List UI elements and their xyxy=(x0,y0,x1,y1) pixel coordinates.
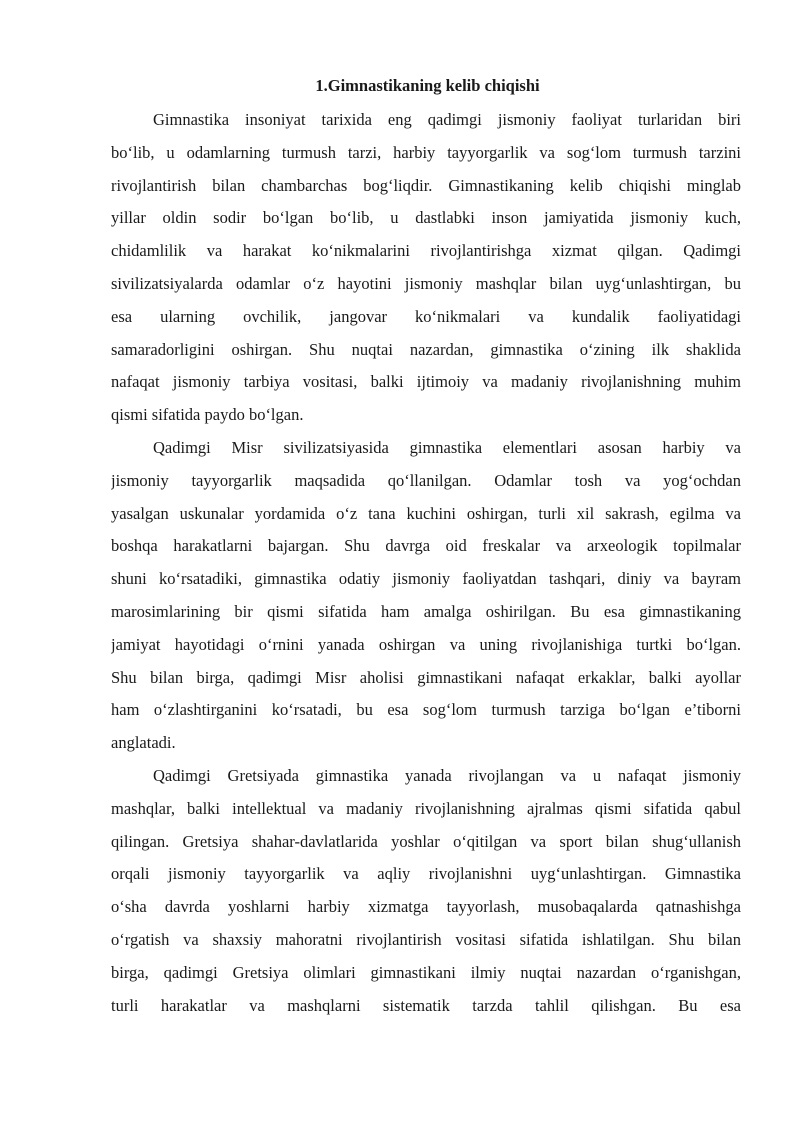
text-line: boshqa harakatlarni bajargan. Shu davrga oid freskalar va arxeologik topilmalar xyxy=(111,536,741,556)
text-line: mashqlar, balki intellektual va madaniy rivojlanishning ajralmas qismi sifatida qabul xyxy=(111,798,741,818)
text-line: bo‘lib, u odamlarning turmush tarzi, harbiy tayyorgarlik va sog‘lom turmush tarzini xyxy=(111,142,741,162)
text-line: turli harakatlar va mashqlarni sistematik tarzda tahlil qilishgan. Bu esa xyxy=(111,995,741,1015)
text-line: o‘sha davrda yoshlarni harbiy xizmatga tayyorlash, musobaqalarda qatnashishga xyxy=(111,897,741,917)
page-title: 1.Gimnastikaning kelib chiqishi xyxy=(315,76,540,95)
text-line: esa ularning ovchilik, jangovar ko‘nikmalari va kundalik faoliyatidagi xyxy=(111,306,741,326)
text-line: sivilizatsiyalarda odamlar o‘z hayotini jismoniy mashqlar bilan uyg‘unlashtirgan, bu xyxy=(111,273,741,293)
text-line: anglatadi. xyxy=(111,733,176,753)
text-line: Gimnastika insoniyat tarixida eng qadimgi jismoniy faoliyat turlaridan biri xyxy=(153,110,741,129)
text-line: samaradorligini oshirgan. Shu nuqtai nazardan, gimnastika o‘zining ilk shaklida xyxy=(111,339,741,359)
text-line: jismoniy tayyorgarlik maqsadida qo‘llanilgan. Odamlar tosh va yog‘ochdan xyxy=(111,470,741,490)
text-line: chidamlilik va harakat ko‘nikmalarini rivojlantirishga xizmat qilgan. Qadimgi xyxy=(111,241,741,261)
text-line: yillar oldin sodir bo‘lgan bo‘lib, u dastlabki inson jamiyatida jismoniy kuch, xyxy=(111,208,741,228)
paragraph-2 xyxy=(111,432,741,760)
text-line: marosimlarining bir qismi sifatida ham amalga oshirilgan. Bu esa gimnastikaning xyxy=(111,601,741,621)
text-line: o‘rgatish va shaxsiy mahoratni rivojlantirish vositasi sifatida ishlatilgan. Shu bilan xyxy=(111,929,741,949)
paragraph-1 xyxy=(111,104,741,432)
paragraph-3 xyxy=(111,760,741,1022)
text-line: rivojlantirish bilan chambarchas bog‘liqdir. Gimnastikaning kelib chiqishi minglab xyxy=(111,175,741,195)
text-line: nafaqat jismoniy tarbiya vositasi, balki ijtimoiy va madaniy rivojlanishning muhim xyxy=(111,372,741,392)
text-line: jamiyat hayotidagi o‘rnini yanada oshirgan va uning rivojlanishiga turtki bo‘lgan. xyxy=(111,634,741,654)
text-line: orqali jismoniy tayyorgarlik va aqliy rivojlanishni uyg‘unlashtirgan. Gimnastika xyxy=(111,864,741,884)
text-line: yasalgan uskunalar yordamida o‘z tana kuchini oshirgan, turli xil sakrash, egilma va xyxy=(111,503,741,523)
text-line: ham o‘zlashtirganini ko‘rsatadi, bu esa sog‘lom turmush tarziga bo‘lgan e’tiborni xyxy=(111,700,741,720)
text-line: Shu bilan birga, qadimgi Misr aholisi gimnastikani nafaqat erkaklar, balki ayollar xyxy=(111,667,741,687)
body-text xyxy=(111,104,741,1022)
text-line: qismi sifatida paydo bo‘lgan. xyxy=(111,405,304,425)
text-line: birga, qadimgi Gretsiya olimlari gimnastikani ilmiy nuqtai nazardan o‘rganishgan, xyxy=(111,962,741,982)
text-line: Qadimgi Misr sivilizatsiyasida gimnastika elementlari asosan harbiy va xyxy=(153,437,741,457)
text-line: Qadimgi Gretsiyada gimnastika yanada rivojlangan va u nafaqat jismoniy xyxy=(153,765,741,785)
text-line: qilingan. Gretsiya shahar-davlatlarida yoshlar o‘qitilgan va sport bilan shug‘ullanish xyxy=(111,831,741,851)
text-line: shuni ko‘rsatadiki, gimnastika odatiy jismoniy faoliyatdan tashqari, diniy va bayram xyxy=(111,569,741,589)
